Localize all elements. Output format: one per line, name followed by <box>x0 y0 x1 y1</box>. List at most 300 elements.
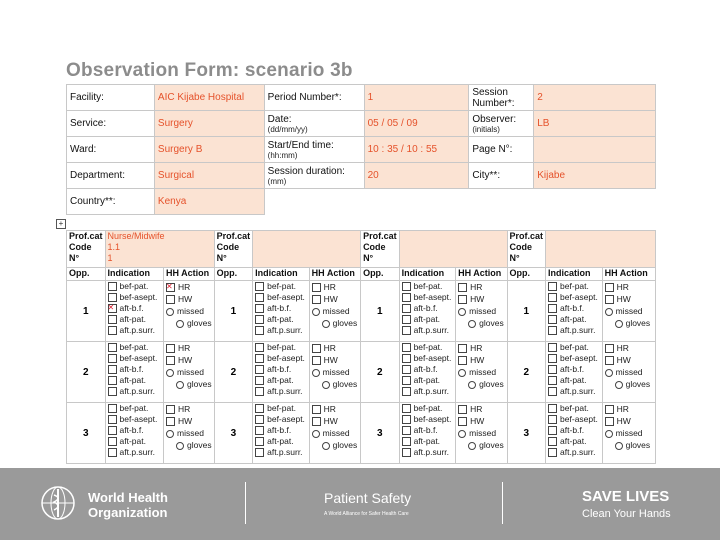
gloves-option[interactable] <box>458 317 504 329</box>
checkbox-icon[interactable] <box>312 356 321 365</box>
hh-action-option[interactable] <box>605 354 653 366</box>
checkbox-icon[interactable] <box>402 376 411 385</box>
session-number-field[interactable]: 2 <box>534 85 656 111</box>
checkbox-icon[interactable] <box>108 304 117 313</box>
checkbox-icon[interactable] <box>548 354 557 363</box>
checkbox-icon[interactable] <box>402 354 411 363</box>
hh-action-option[interactable] <box>458 427 504 439</box>
code-label: Code <box>216 242 240 252</box>
hh-action-label: HW <box>323 294 338 304</box>
checkbox-icon[interactable] <box>108 326 117 335</box>
hh-action-cell <box>309 342 360 403</box>
checkbox-icon[interactable] <box>402 282 411 291</box>
hh-action-option[interactable] <box>312 427 358 439</box>
indication-label: bef-asept. <box>267 292 305 302</box>
hh-action-option[interactable] <box>458 281 504 293</box>
service-field[interactable]: Surgery <box>154 111 264 137</box>
hh-action-option[interactable] <box>166 427 212 439</box>
checkbox-icon[interactable] <box>605 405 614 414</box>
checkbox-icon[interactable] <box>548 365 557 374</box>
hh-action-option[interactable] <box>166 305 212 317</box>
checkbox-icon[interactable] <box>548 282 557 291</box>
checkbox-icon[interactable] <box>605 295 614 304</box>
radio-icon[interactable] <box>605 430 613 438</box>
checkbox-icon[interactable] <box>402 304 411 313</box>
hh-action-option[interactable] <box>458 354 504 366</box>
indication-option[interactable] <box>255 325 307 336</box>
checkbox-icon[interactable] <box>548 415 557 424</box>
gloves-option[interactable] <box>312 439 358 451</box>
radio-icon[interactable] <box>605 369 613 377</box>
checkbox-icon[interactable] <box>548 437 557 446</box>
hh-action-cell <box>164 281 215 342</box>
checkbox-icon[interactable] <box>255 354 264 363</box>
checkbox-icon[interactable] <box>255 376 264 385</box>
checkbox-icon[interactable] <box>108 343 117 352</box>
radio-icon[interactable] <box>458 430 466 438</box>
expand-toggle-icon[interactable]: + <box>56 219 66 229</box>
checkbox-icon[interactable] <box>255 448 264 457</box>
hh-action-option[interactable] <box>458 415 504 427</box>
checkbox-icon[interactable] <box>255 365 264 374</box>
checkbox-icon[interactable] <box>312 405 321 414</box>
checkbox-icon[interactable] <box>548 304 557 313</box>
indication-option[interactable] <box>402 447 454 458</box>
checkbox-icon[interactable] <box>166 405 175 414</box>
indication-label: aft.p.surr. <box>119 447 155 457</box>
radio-icon[interactable] <box>458 369 466 377</box>
checkbox-icon[interactable] <box>548 448 557 457</box>
opp-number: 2 <box>507 342 546 403</box>
checkbox-icon[interactable] <box>402 448 411 457</box>
indication-label: aft.p.surr. <box>267 325 303 335</box>
gloves-option[interactable] <box>166 317 212 329</box>
hh-action-label: missed <box>615 428 643 438</box>
form-title: Observation Form: scenario 3b <box>66 60 353 81</box>
radio-icon[interactable] <box>615 381 623 389</box>
ward-field[interactable]: Surgery B <box>154 137 264 163</box>
gloves-option[interactable] <box>458 439 504 451</box>
city-label: City**: <box>469 163 534 189</box>
indication-label: aft-b.f. <box>119 303 144 313</box>
indication-option[interactable] <box>548 436 600 447</box>
checkbox-icon[interactable] <box>458 344 467 353</box>
hh-action-option[interactable] <box>605 366 653 378</box>
checkbox-icon[interactable] <box>402 365 411 374</box>
indication-option[interactable] <box>255 414 307 425</box>
hh-action-option[interactable] <box>166 403 212 415</box>
indication-option[interactable] <box>255 403 307 414</box>
checkbox-icon[interactable] <box>166 344 175 353</box>
checkbox-icon[interactable] <box>605 417 614 426</box>
hh-action-option[interactable] <box>166 281 212 293</box>
opp-number: 1 <box>507 281 546 342</box>
checkbox-icon[interactable] <box>255 387 264 396</box>
radio-icon[interactable] <box>176 442 184 450</box>
date-label-cell <box>264 111 364 137</box>
indication-cell <box>105 342 164 403</box>
hh-action-label: HW <box>178 355 193 365</box>
indication-option[interactable] <box>108 364 162 375</box>
opportunity-row <box>67 342 656 403</box>
checkbox-icon[interactable] <box>402 315 411 324</box>
hh-action-option[interactable] <box>166 366 212 378</box>
checkbox-icon[interactable] <box>605 344 614 353</box>
checkbox-icon[interactable] <box>108 365 117 374</box>
hh-action-option[interactable] <box>166 415 212 427</box>
gloves-label: gloves <box>625 318 651 328</box>
gloves-option[interactable] <box>166 439 212 451</box>
indication-option[interactable] <box>255 375 307 386</box>
indication-option[interactable] <box>548 292 600 303</box>
gloves-option[interactable] <box>605 317 653 329</box>
radio-icon[interactable] <box>166 308 174 316</box>
gloves-option[interactable] <box>605 439 653 451</box>
hh-action-option[interactable] <box>605 427 653 439</box>
radio-icon[interactable] <box>468 442 476 450</box>
checkbox-icon[interactable] <box>255 315 264 324</box>
checkbox-icon[interactable] <box>605 356 614 365</box>
checkbox-icon[interactable] <box>402 426 411 435</box>
checkbox-icon[interactable] <box>255 404 264 413</box>
indication-option[interactable] <box>108 436 162 447</box>
indication-label: aft.p.surr. <box>560 447 596 457</box>
hh-action-label: missed <box>322 367 350 377</box>
prof-value-cell-1[interactable] <box>105 231 214 268</box>
indication-label: bef-asept. <box>413 292 452 302</box>
checkbox-icon[interactable] <box>255 343 264 352</box>
startend-field[interactable]: 10 : 35 / 10 : 55 <box>364 137 469 163</box>
page-label: Page N°: <box>469 137 534 163</box>
indication-option[interactable] <box>402 342 454 353</box>
checkbox-icon[interactable] <box>166 283 175 292</box>
hh-action-label: missed <box>322 306 350 316</box>
radio-icon[interactable] <box>166 369 174 377</box>
hh-action-option[interactable] <box>312 415 358 427</box>
indication-label: aft-pat. <box>119 314 146 324</box>
checkbox-icon[interactable] <box>166 417 175 426</box>
hh-action-cell <box>602 403 655 464</box>
indication-option[interactable] <box>548 414 600 425</box>
indication-option[interactable] <box>548 375 600 386</box>
checkbox-icon[interactable] <box>255 326 264 335</box>
indication-cell <box>546 281 603 342</box>
indication-option[interactable] <box>548 403 600 414</box>
observer-label-cell <box>469 111 534 137</box>
checkbox-icon[interactable] <box>255 437 264 446</box>
indication-option[interactable] <box>402 303 454 314</box>
indication-option[interactable] <box>108 342 162 353</box>
checkbox-icon[interactable] <box>402 326 411 335</box>
indication-option[interactable] <box>108 292 162 303</box>
checkbox-icon[interactable] <box>402 293 411 302</box>
department-field[interactable]: Surgical <box>154 163 264 189</box>
hh-action-label: HR <box>323 343 336 353</box>
department-label: Department: <box>67 163 155 189</box>
hh-action-option[interactable] <box>605 281 653 293</box>
indication-option[interactable] <box>108 425 162 436</box>
indication-option[interactable] <box>402 436 454 447</box>
prof-value-cell-2[interactable] <box>253 231 361 268</box>
checkbox-icon[interactable] <box>108 437 117 446</box>
checkbox-icon[interactable] <box>402 343 411 352</box>
n-label: N° <box>69 253 80 263</box>
indication-option[interactable] <box>108 303 162 314</box>
indication-cell <box>253 403 310 464</box>
radio-icon[interactable] <box>312 430 320 438</box>
hh-action-option[interactable] <box>458 293 504 305</box>
indication-option[interactable] <box>255 386 307 397</box>
hh-action-option[interactable] <box>605 342 653 354</box>
indication-option[interactable] <box>402 353 454 364</box>
startend-label-cell <box>264 137 364 163</box>
gloves-option[interactable] <box>312 378 358 390</box>
indication-option[interactable] <box>255 342 307 353</box>
radio-icon[interactable] <box>605 308 613 316</box>
checkbox-icon[interactable] <box>255 293 264 302</box>
checkbox-icon[interactable] <box>312 344 321 353</box>
prof-cat-label: Prof.cat <box>69 231 103 241</box>
prof-value-cell-3[interactable] <box>399 231 507 268</box>
radio-icon[interactable] <box>322 381 330 389</box>
date-field[interactable]: 05 / 05 / 09 <box>364 111 469 137</box>
checkbox-icon[interactable] <box>108 415 117 424</box>
indication-option[interactable] <box>548 314 600 325</box>
hh-action-option[interactable] <box>312 293 358 305</box>
radio-icon[interactable] <box>468 320 476 328</box>
indication-option[interactable] <box>255 314 307 325</box>
hh-action-cell <box>164 342 215 403</box>
indication-option[interactable] <box>108 353 162 364</box>
hh-action-label: HR <box>470 404 483 414</box>
indication-option[interactable] <box>255 281 307 292</box>
gloves-option[interactable] <box>312 317 358 329</box>
checkbox-icon[interactable] <box>548 343 557 352</box>
period-field[interactable]: 1 <box>364 85 469 111</box>
hh-action-option[interactable] <box>458 403 504 415</box>
indication-label: aft.p.surr. <box>119 325 155 335</box>
radio-icon[interactable] <box>312 369 320 377</box>
checkbox-icon[interactable] <box>458 356 467 365</box>
checkbox-icon[interactable] <box>458 295 467 304</box>
indication-option[interactable] <box>108 325 162 336</box>
indication-label: aft.p.surr. <box>119 386 155 396</box>
indication-option[interactable] <box>548 325 600 336</box>
checkbox-icon[interactable] <box>166 295 175 304</box>
checkbox-icon[interactable] <box>166 356 175 365</box>
checkbox-icon[interactable] <box>108 387 117 396</box>
checkbox-icon[interactable] <box>108 354 117 363</box>
indication-label: bef-pat. <box>560 342 589 352</box>
radio-icon[interactable] <box>458 308 466 316</box>
checkbox-icon[interactable] <box>108 448 117 457</box>
checkbox-icon[interactable] <box>255 415 264 424</box>
hh-action-option[interactable] <box>605 293 653 305</box>
hh-action-option[interactable] <box>312 403 358 415</box>
gloves-option[interactable] <box>605 378 653 390</box>
opp-number: 1 <box>214 281 253 342</box>
checkbox-icon[interactable] <box>402 415 411 424</box>
checkbox-icon[interactable] <box>605 283 614 292</box>
checkbox-icon[interactable] <box>458 405 467 414</box>
checkbox-icon[interactable] <box>108 293 117 302</box>
indication-option[interactable] <box>548 364 600 375</box>
radio-icon[interactable] <box>615 442 623 450</box>
indication-label: bef-asept. <box>267 353 305 363</box>
indication-option[interactable] <box>255 364 307 375</box>
indication-option[interactable] <box>255 436 307 447</box>
facility-label: Facility: <box>67 85 155 111</box>
indication-option[interactable] <box>402 403 454 414</box>
checkbox-icon[interactable] <box>548 404 557 413</box>
indication-option[interactable] <box>108 314 162 325</box>
hh-action-option[interactable] <box>312 342 358 354</box>
hh-action-col-header: HH Action <box>164 268 215 281</box>
indication-option[interactable] <box>255 292 307 303</box>
indication-label: bef-pat. <box>413 342 443 352</box>
radio-icon[interactable] <box>176 320 184 328</box>
checkbox-icon[interactable] <box>548 293 557 302</box>
checkbox-icon[interactable] <box>402 387 411 396</box>
radio-icon[interactable] <box>312 308 320 316</box>
radio-icon[interactable] <box>322 442 330 450</box>
hh-action-cell <box>164 403 215 464</box>
hh-action-option[interactable] <box>166 342 212 354</box>
facility-field[interactable]: AIC Kijabe Hospital <box>154 85 264 111</box>
checkbox-icon[interactable] <box>548 315 557 324</box>
hh-action-option[interactable] <box>458 342 504 354</box>
hh-action-option[interactable] <box>605 415 653 427</box>
checkbox-icon[interactable] <box>548 426 557 435</box>
duration-field[interactable]: 20 <box>364 163 469 189</box>
checkbox-icon[interactable] <box>402 404 411 413</box>
indication-option[interactable] <box>402 325 454 336</box>
radio-icon[interactable] <box>166 430 174 438</box>
indication-option[interactable] <box>255 425 307 436</box>
opportunity-row <box>67 281 656 342</box>
checkbox-icon[interactable] <box>548 387 557 396</box>
indication-option[interactable] <box>548 425 600 436</box>
indication-label: aft-b.f. <box>267 364 292 374</box>
prof-cat-label: Prof.cat <box>509 231 544 241</box>
hh-action-option[interactable] <box>312 366 358 378</box>
observer-field[interactable]: LB <box>534 111 656 137</box>
indication-option[interactable] <box>108 447 162 458</box>
indication-option[interactable] <box>402 386 454 397</box>
checkbox-icon[interactable] <box>312 295 321 304</box>
indication-option[interactable] <box>402 314 454 325</box>
indication-option[interactable] <box>402 364 454 375</box>
prof-label-cell-1 <box>67 231 106 268</box>
indication-option[interactable] <box>108 375 162 386</box>
hh-action-label: HR <box>178 404 191 414</box>
checkbox-icon[interactable] <box>108 426 117 435</box>
gloves-option[interactable] <box>166 378 212 390</box>
checkbox-icon[interactable] <box>402 437 411 446</box>
indication-option[interactable] <box>548 281 600 292</box>
gloves-option[interactable] <box>458 378 504 390</box>
n-label: N° <box>509 253 520 263</box>
country-field[interactable]: Kenya <box>154 189 264 215</box>
indication-option[interactable] <box>402 375 454 386</box>
indication-option[interactable] <box>108 281 162 292</box>
indication-option[interactable] <box>548 447 600 458</box>
hh-action-label: missed <box>615 367 643 377</box>
hh-action-option[interactable] <box>166 354 212 366</box>
indication-option[interactable] <box>402 281 454 292</box>
indication-option[interactable] <box>548 386 600 397</box>
indication-option[interactable] <box>108 386 162 397</box>
opp-number: 1 <box>67 281 106 342</box>
checkbox-icon[interactable] <box>548 376 557 385</box>
checkbox-icon[interactable] <box>312 283 321 292</box>
indication-option[interactable] <box>402 292 454 303</box>
hh-action-option[interactable] <box>312 281 358 293</box>
opp-number: 3 <box>214 403 253 464</box>
hh-action-option[interactable] <box>166 293 212 305</box>
hh-action-option[interactable] <box>312 305 358 317</box>
indication-label: bef-asept. <box>413 353 452 363</box>
indication-option[interactable] <box>402 414 454 425</box>
hh-action-option[interactable] <box>312 354 358 366</box>
city-field[interactable]: Kijabe <box>534 163 656 189</box>
opp-number: 3 <box>507 403 546 464</box>
hh-action-option[interactable] <box>605 403 653 415</box>
checkbox-icon[interactable] <box>108 315 117 324</box>
hh-action-option[interactable] <box>458 366 504 378</box>
radio-icon[interactable] <box>176 381 184 389</box>
opp-number: 3 <box>361 403 400 464</box>
checkbox-icon[interactable] <box>255 282 264 291</box>
startend-label: Start/End time: <box>267 139 334 151</box>
checkbox-icon[interactable] <box>312 417 321 426</box>
indication-label: bef-pat. <box>560 403 589 413</box>
indication-option[interactable] <box>255 303 307 314</box>
opp-number: 2 <box>361 342 400 403</box>
checkbox-icon[interactable] <box>458 283 467 292</box>
gloves-label: gloves <box>187 379 212 389</box>
checkbox-icon[interactable] <box>548 326 557 335</box>
hh-action-option[interactable] <box>605 305 653 317</box>
hh-action-option[interactable] <box>458 305 504 317</box>
hh-action-label: missed <box>177 367 204 377</box>
indication-option[interactable] <box>548 303 600 314</box>
checkbox-icon[interactable] <box>108 376 117 385</box>
radio-icon[interactable] <box>615 320 623 328</box>
indication-cell <box>546 403 603 464</box>
indication-option[interactable] <box>108 414 162 425</box>
radio-icon[interactable] <box>322 320 330 328</box>
indication-option[interactable] <box>402 425 454 436</box>
indication-option[interactable] <box>548 342 600 353</box>
checkbox-icon[interactable] <box>255 304 264 313</box>
indication-label: aft-pat. <box>267 375 294 385</box>
indication-option[interactable] <box>255 353 307 364</box>
checkbox-icon[interactable] <box>255 426 264 435</box>
indication-label: bef-asept. <box>560 292 598 302</box>
indication-option[interactable] <box>548 353 600 364</box>
checkbox-icon[interactable] <box>108 282 117 291</box>
checkbox-icon[interactable] <box>458 417 467 426</box>
hh-action-label: HW <box>178 294 193 304</box>
prof-value-cell-4[interactable] <box>546 231 656 268</box>
radio-icon[interactable] <box>468 381 476 389</box>
indication-option[interactable] <box>108 403 162 414</box>
page-field[interactable] <box>534 137 656 163</box>
indication-option[interactable] <box>255 447 307 458</box>
checkbox-icon[interactable] <box>108 404 117 413</box>
indication-label: aft-pat. <box>413 375 441 385</box>
